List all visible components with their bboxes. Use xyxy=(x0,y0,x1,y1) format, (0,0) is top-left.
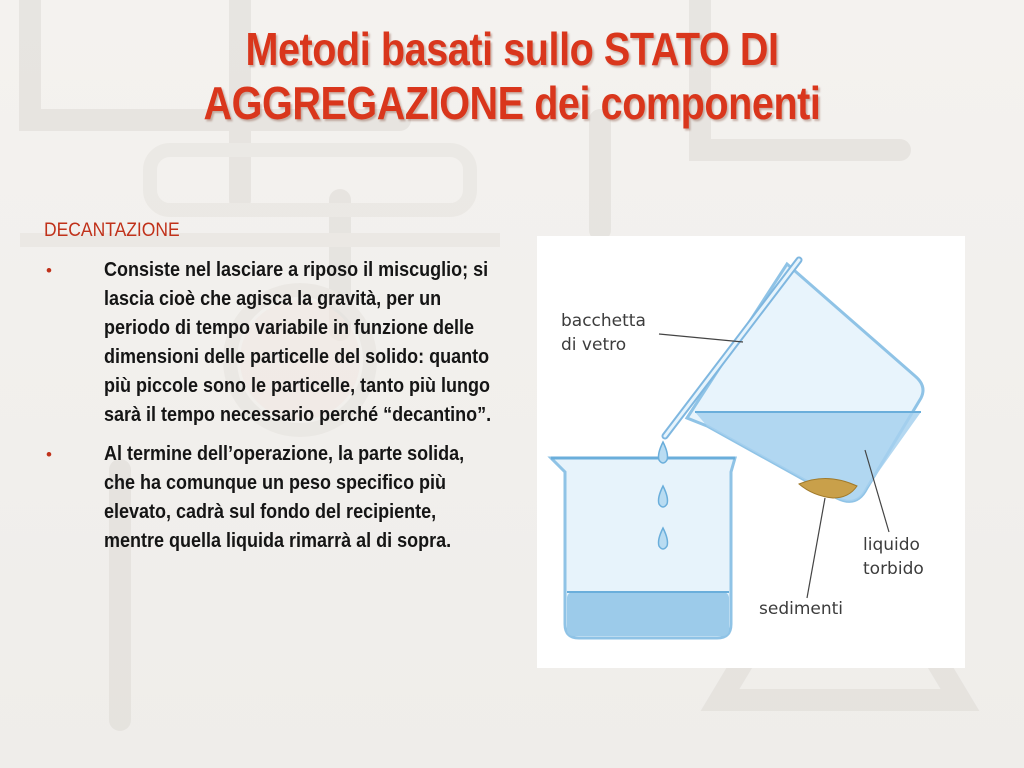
bullet-marker: • xyxy=(46,261,52,280)
label-turbid-liquid-1: liquido xyxy=(863,535,920,555)
decantation-illustration xyxy=(537,236,965,668)
bullet-text: Consiste nel lasciare a riposo il miscuglio; si lascia cioè che agisca la gravità, per un periodo di tempo variabile in funzione delle dimensioni delle particelle del solido: quanto più piccole sono le particelle, tanto più lungo sarà il tempo necessario perché “decantino”. xyxy=(104,259,492,426)
title-line-2: AGGREGAZIONE dei componenti xyxy=(203,77,821,129)
label-glass-rod-2: di vetro xyxy=(561,335,627,355)
slide-title xyxy=(106,22,918,130)
label-sediments: sedimenti xyxy=(759,599,844,619)
section-heading: DECANTAZIONE xyxy=(44,220,180,241)
label-turbid-liquid-2: torbido xyxy=(863,559,924,579)
receiving-beaker xyxy=(551,458,735,638)
bullet-marker: • xyxy=(46,445,52,464)
title-line-1: Metodi basati sullo STATO DI xyxy=(245,23,779,75)
bullet-text: Al termine dell’operazione, la parte solida, che ha comunque un peso specifico più elevato, cadrà sul fondo del recipiente, mentre quella liquida rimarrà al di sopra. xyxy=(104,443,465,552)
bullet-item-1 xyxy=(44,256,504,430)
bullet-list xyxy=(44,256,504,566)
decantation-figure xyxy=(537,236,965,668)
settled-water xyxy=(567,592,729,636)
bullet-item-2 xyxy=(44,440,504,556)
label-glass-rod-1: bacchetta xyxy=(561,311,646,331)
